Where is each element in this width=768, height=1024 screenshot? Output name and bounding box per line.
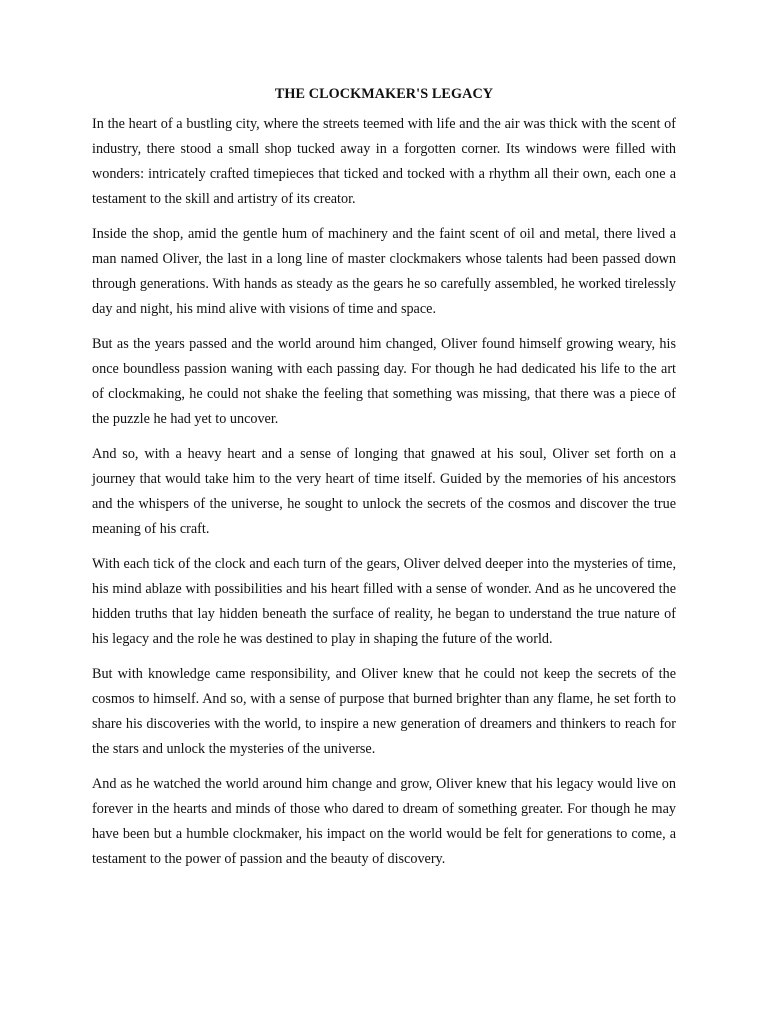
document-title: THE CLOCKMAKER'S LEGACY [274, 86, 494, 102]
paragraph-7: And as he watched the world around him change and grow, Oliver knew that his legacy would live on forever in the hearts and minds of those who dared to dream of something greater. For though he may have been but a humble clockmaker, his impact on the world would be felt for generations to come, a testament to the power of passion and the beauty of discovery. [92, 776, 676, 867]
paragraph-1: In the heart of a bustling city, where the streets teemed with life and the air was thick with the scent of industry, there stood a small shop tucked away in a forgotten corner. Its windows were filled with wonders: intricately crafted timepieces that ticked and tocked with a rhythm all their own, each one a testament to the skill and artistry of its creator. [92, 116, 676, 207]
paragraph-6: But with knowledge came responsibility, and Oliver knew that he could not keep the secrets of the cosmos to himself. And so, with a sense of purpose that burned brighter than any flame, he set forth to share his discoveries with the world, to inspire a new generation of dreamers and thinkers to reach for the stars and unlock the mysteries of the universe. [92, 666, 676, 757]
document-page [92, 84, 676, 882]
paragraph-2: Inside the shop, amid the gentle hum of machinery and the faint scent of oil and metal, there lived a man named Oliver, the last in a long line of master clockmakers whose talents had been passed down through generations. With hands as steady as the gears he so carefully assembled, he worked tirelessly day and night, his mind alive with visions of time and space. [92, 226, 676, 317]
paragraph-4: And so, with a heavy heart and a sense of longing that gnawed at his soul, Oliver set forth on a journey that would take him to the very heart of time itself. Guided by the memories of his ancestors and the whispers of the universe, he sought to unlock the secrets of the cosmos and discover the true meaning of his craft. [92, 446, 676, 537]
paragraph-5: With each tick of the clock and each turn of the gears, Oliver delved deeper into the mysteries of time, his mind ablaze with possibilities and his heart filled with a sense of wonder. And as he uncovered the hidden truths that lay hidden beneath the surface of reality, he began to understand the true nature of his legacy and the role he was destined to play in shaping the future of the world. [92, 556, 676, 647]
paragraph-3: But as the years passed and the world around him changed, Oliver found himself growing weary, his once boundless passion waning with each passing day. For though he had dedicated his life to the art of clockmaking, he could not shake the feeling that something was missing, that there was a piece of the puzzle he had yet to uncover. [92, 336, 676, 427]
